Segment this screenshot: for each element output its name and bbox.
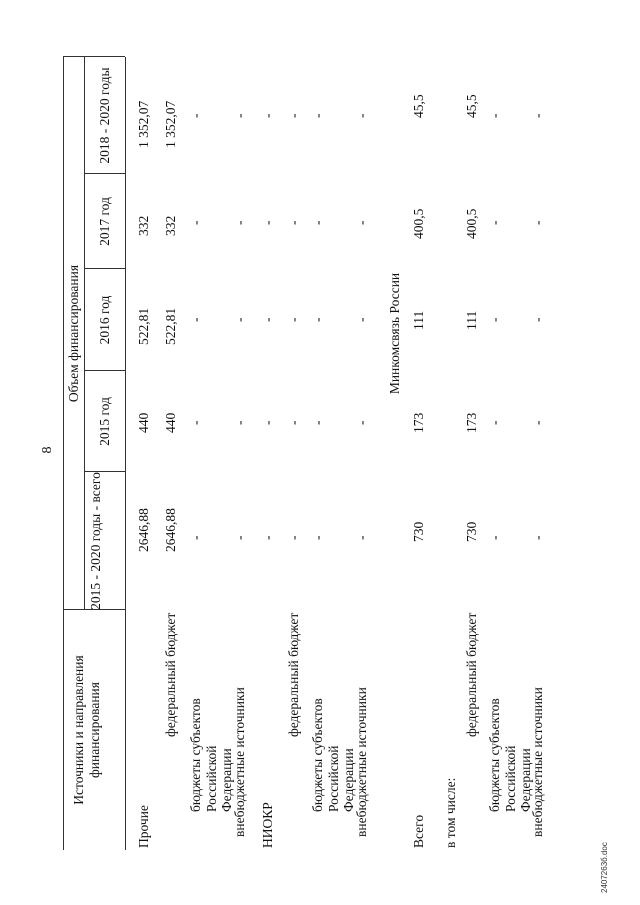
row-label: бюджеты субъектов Российской Федерации [310,698,356,812]
cell-2016: 111 [411,310,426,330]
cell-2015: 173 [464,412,479,433]
cell-2018-2020: - [260,113,275,118]
cell-2016: - [310,317,325,322]
cell-2018-2020: - [188,113,203,118]
cell-2015: 173 [411,412,426,433]
cell-2015: - [232,420,247,425]
cell-2018-2020: - [354,113,369,118]
cell-2017: - [530,220,545,225]
header-bottom-border [125,57,126,850]
cell-total: - [354,535,369,540]
cell-2017: 400,5 [411,208,426,239]
table-top-border [63,57,64,850]
row-label: бюджеты субъектов Российской Федерации [487,698,533,812]
cell-2015: - [354,420,369,425]
row-label: НИОКР [260,802,275,848]
row-label: федеральный бюджет [286,612,301,737]
cell-2016: - [530,317,545,322]
cell-2016: 111 [464,310,479,330]
page-number: 8 [40,446,55,454]
cell-total: - [487,535,502,540]
cell-2015: 440 [136,412,151,433]
cell-total: 730 [464,521,479,542]
cell-2018-2020: - [232,113,247,118]
row-label: федеральный бюджет [163,612,178,737]
cell-2016: - [354,317,369,322]
header-col-2015: 2015 год [97,397,112,446]
cell-2016: 522,81 [136,307,151,345]
cell-2015: - [286,420,301,425]
cell-2015: - [188,420,203,425]
cell-total: - [260,535,275,540]
header-source-cell: Источники и направления финансирования [71,655,102,805]
cell-2017: - [286,220,301,225]
cell-2018-2020: 45,5 [411,94,426,118]
cell-2016: - [286,317,301,322]
cell-2015: - [530,420,545,425]
cell-2015: - [260,420,275,425]
cell-2018-2020: 1 352,07 [136,100,151,148]
cell-2017: - [232,220,247,225]
cell-2017: - [260,220,275,225]
cell-2017: 400,5 [464,208,479,239]
cell-total: 2646,88 [136,508,151,552]
row-label: внебюджетные источники [354,687,369,837]
header-col-2016: 2016 год [97,295,112,345]
cell-total: 730 [411,521,426,542]
cell-2018-2020: - [310,113,325,118]
row-label: в том числе: [443,777,458,848]
cell-2018-2020: - [487,113,502,118]
cell-2016: - [260,317,275,322]
header-col-2017: 2017 год [97,197,112,246]
cell-2017: - [310,220,325,225]
cell-2017: 332 [163,215,178,236]
cell-2018-2020: 1 352,07 [163,100,178,148]
header-col-total: 2015 - 2020 годы - всего [88,472,103,610]
row-label: Всего [411,814,426,848]
cell-2016: - [487,317,502,322]
section-title: Минкомсвязь России [387,272,402,395]
row-label: Прочие [136,805,151,848]
cell-total: - [188,535,203,540]
header-col-2018-2020: 2018 - 2020 годы [97,67,112,164]
cell-total: - [530,535,545,540]
footer-filename: 2407263б.doc [600,842,609,893]
cell-total: - [286,535,301,540]
cell-2016: - [188,317,203,322]
cell-2015: - [487,420,502,425]
row-label: внебюджетные источники [530,687,545,837]
row-label: внебюджетные источники [232,687,247,837]
cell-2018-2020: 45,5 [464,94,479,118]
cell-2017: - [354,220,369,225]
cell-total: 2646,88 [163,508,178,552]
cell-total: - [232,535,247,540]
cell-total: - [310,535,325,540]
row-label: бюджеты субъектов Российской Федерации [188,698,234,812]
cell-2017: - [188,220,203,225]
cell-2018-2020: - [286,113,301,118]
row-label: федеральный бюджет [464,612,479,737]
cell-2016: - [232,317,247,322]
cell-2016: 522,81 [163,307,178,345]
cell-2017: 332 [136,215,151,236]
header-volume-cell: Объем финансирования [66,264,81,403]
volume-header-border [84,57,85,610]
cell-2018-2020: - [530,113,545,118]
cell-2017: - [487,220,502,225]
cell-2015: 440 [163,412,178,433]
cell-2015: - [310,420,325,425]
